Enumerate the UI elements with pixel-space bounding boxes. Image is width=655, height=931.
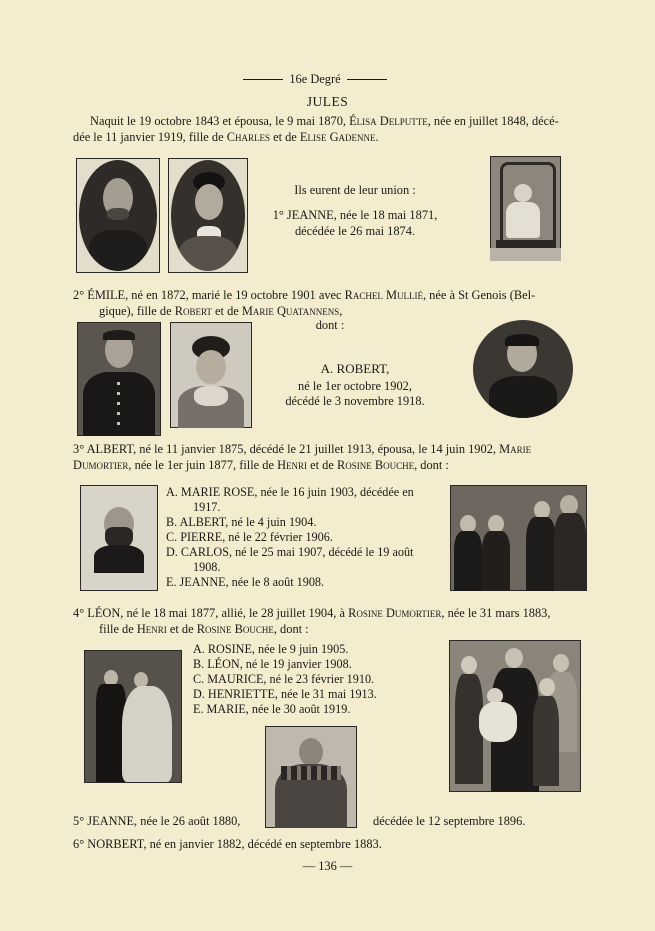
- page-number: — 136 —: [302, 859, 353, 873]
- jeanne-born: 5° JEANNE, née le 26 août 1880,: [73, 814, 241, 828]
- oval-frame: [171, 160, 245, 271]
- list-item: E. JEANNE, née le 8 août 1908.: [166, 575, 325, 589]
- list-item: B. ALBERT, né le 4 juin 1904.: [166, 515, 317, 529]
- rule-right: [347, 79, 387, 80]
- rule-left: [243, 79, 283, 80]
- degree-header: [243, 71, 386, 87]
- list-item: C. MAURICE, né le 23 février 1910.: [193, 672, 375, 686]
- degree-label: 16e Degré: [289, 72, 341, 86]
- spouse-name: Élisa Delputte: [349, 114, 428, 128]
- intro-line-1: Naquit le 19 octobre 1843 et épousa, le 9 mai 1870, Élisa Delputte, née en juillet 1848, décé-: [90, 114, 559, 128]
- child-jeanne-line-2: décédée le 26 mai 1874.: [294, 224, 416, 238]
- list-item: E. MARIE, née le 30 août 1919.: [193, 702, 351, 716]
- spouse-name: Rosine Dumortier: [348, 606, 442, 620]
- oval-frame: [79, 160, 157, 271]
- photo-robert-oval: [473, 320, 573, 418]
- emile-dont: dont :: [315, 318, 345, 332]
- photo-leon-wedding: [84, 650, 182, 783]
- list-item: D. CARLOS, né le 25 mai 1907, décédé le 19 août: [166, 545, 414, 559]
- list-item: B. LÉON, né le 19 janvier 1908.: [193, 657, 352, 671]
- spouse-name: Rachel Mullié: [344, 288, 423, 302]
- photo-leon-family-group: [449, 640, 581, 792]
- list-item: A. ROSINE, née le 9 juin 1905.: [193, 642, 349, 656]
- photo-albert-portrait: [80, 485, 158, 591]
- photo-emile-uniform: [77, 322, 161, 436]
- child-jeanne-line-1: 1° JEANNE, née le 18 mai 1871,: [272, 208, 438, 222]
- person-name: JULES: [306, 94, 349, 109]
- spouse-name: Marie: [499, 442, 532, 456]
- albert-line-2: Dumortier, née le 1er juin 1877, fille de Henri et de Rosine Bouche, dont :: [73, 458, 449, 472]
- list-item: C. PIERRE, né le 22 février 1906.: [166, 530, 333, 544]
- list-item: D. HENRIETTE, née le 31 mai 1913.: [193, 687, 377, 701]
- list-item: 1917.: [193, 500, 221, 514]
- albert-line-1: 3° ALBERT, né le 11 janvier 1875, décédé le 21 juillet 1913, épousa, le 14 juin 1902, Marie: [73, 442, 532, 456]
- union-text: Ils eurent de leur union :: [294, 183, 416, 197]
- photo-child-on-chair: [490, 156, 561, 261]
- leon-line-1: 4° LÉON, né le 18 mai 1877, allié, le 28 juillet 1904, à Rosine Dumortier, née le 31 mars 1883,: [73, 606, 551, 620]
- list-item: A. MARIE ROSE, née le 16 juin 1903, décédée en: [166, 485, 414, 499]
- photo-jules-portrait: [76, 158, 160, 273]
- child-robert-born: né le 1er octobre 1902,: [298, 379, 412, 393]
- list-item: 1908.: [193, 560, 221, 574]
- jeanne-died: décédée le 12 septembre 1896.: [373, 814, 526, 828]
- photo-rachel-portrait: [170, 322, 252, 428]
- child-robert-name: A. ROBERT,: [320, 361, 390, 376]
- photo-jeanne-portrait: [265, 726, 357, 828]
- child-robert-died: décédé le 3 novembre 1918.: [285, 394, 425, 408]
- emile-line-1: 2° ÉMILE, né en 1872, marié le 19 octobre 1901 avec Rachel Mullié, née à St Genois (Bel-: [73, 288, 536, 302]
- photo-albert-family-group: [450, 485, 587, 591]
- intro-line-2: dée le 11 janvier 1919, fille de Charles et de Elise Gadenne.: [73, 130, 379, 144]
- emile-line-2: gique), fille de Robert et de Marie Quatannens,: [99, 304, 343, 318]
- leon-line-2: fille de Henri et de Rosine Bouche, dont :: [99, 622, 309, 636]
- norbert-line: 6° NORBERT, né en janvier 1882, décédé en septembre 1883.: [73, 837, 382, 851]
- photo-elisa-portrait: [168, 158, 248, 273]
